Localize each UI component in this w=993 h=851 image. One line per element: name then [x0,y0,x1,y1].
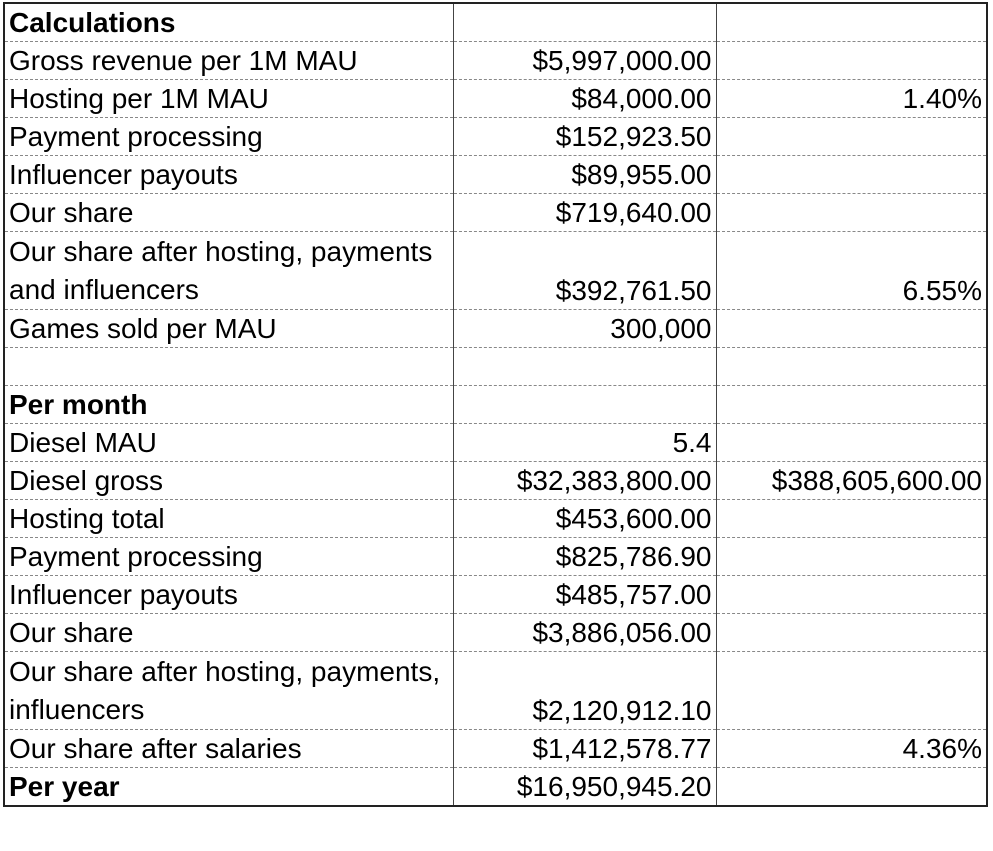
row-value[interactable]: 300,000 [453,310,716,348]
row-extra[interactable] [716,348,987,386]
row-extra[interactable] [716,156,987,194]
row-extra[interactable] [716,194,987,232]
row-extra[interactable]: 4.36% [716,730,987,768]
row-extra[interactable] [716,42,987,80]
row-extra[interactable] [716,768,987,807]
table-row [4,730,987,768]
row-value[interactable] [453,348,716,386]
row-label[interactable]: Payment processing [4,118,453,156]
spreadsheet-table [3,2,988,807]
row-label[interactable]: Influencer payouts [4,156,453,194]
row-extra[interactable] [716,614,987,652]
row-label[interactable]: Payment processing [4,538,453,576]
row-label[interactable]: Influencer payouts [4,576,453,614]
table-row [4,310,987,348]
table-row [4,538,987,576]
table-row [4,500,987,538]
row-value[interactable]: $152,923.50 [453,118,716,156]
row-label[interactable]: Our share after hosting, payments, influencers [4,652,453,730]
row-value[interactable]: $3,886,056.00 [453,614,716,652]
table-row [4,3,987,42]
row-extra[interactable]: 1.40% [716,80,987,118]
row-value[interactable]: $485,757.00 [453,576,716,614]
row-value[interactable]: 5.4 [453,424,716,462]
row-extra[interactable] [716,576,987,614]
table-row [4,118,987,156]
row-label[interactable]: Our share [4,614,453,652]
table-row [4,156,987,194]
row-label[interactable]: Diesel MAU [4,424,453,462]
row-value[interactable] [453,386,716,424]
table-row [4,614,987,652]
row-extra[interactable] [716,3,987,42]
row-extra[interactable] [716,538,987,576]
row-label[interactable] [4,348,453,386]
row-extra[interactable] [716,500,987,538]
row-label[interactable]: Calculations [4,3,453,42]
table-row [4,232,987,310]
row-value[interactable]: $32,383,800.00 [453,462,716,500]
row-extra[interactable] [716,386,987,424]
table-row [4,80,987,118]
row-label[interactable]: Games sold per MAU [4,310,453,348]
row-value[interactable] [453,3,716,42]
row-extra[interactable]: 6.55% [716,232,987,310]
table-row [4,768,987,807]
row-value[interactable]: $5,997,000.00 [453,42,716,80]
row-label[interactable]: Per year [4,768,453,807]
row-value[interactable]: $453,600.00 [453,500,716,538]
table-row [4,652,987,730]
row-value[interactable]: $16,950,945.20 [453,768,716,807]
row-extra[interactable] [716,652,987,730]
row-value[interactable]: $84,000.00 [453,80,716,118]
row-label[interactable]: Our share after salaries [4,730,453,768]
row-value[interactable]: $392,761.50 [453,232,716,310]
table-row [4,42,987,80]
row-extra[interactable] [716,424,987,462]
row-label[interactable]: Our share after hosting, payments and influencers [4,232,453,310]
row-value[interactable]: $2,120,912.10 [453,652,716,730]
table-row [4,576,987,614]
table-row [4,386,987,424]
row-value[interactable]: $719,640.00 [453,194,716,232]
table-row [4,424,987,462]
row-label[interactable]: Hosting total [4,500,453,538]
row-value[interactable]: $1,412,578.77 [453,730,716,768]
table-row [4,348,987,386]
row-label[interactable]: Diesel gross [4,462,453,500]
row-label[interactable]: Hosting per 1M MAU [4,80,453,118]
spreadsheet-body [4,3,987,806]
table-row [4,194,987,232]
row-label[interactable]: Per month [4,386,453,424]
row-extra[interactable]: $388,605,600.00 [716,462,987,500]
row-extra[interactable] [716,118,987,156]
row-value[interactable]: $89,955.00 [453,156,716,194]
table-row [4,462,987,500]
row-extra[interactable] [716,310,987,348]
row-label[interactable]: Gross revenue per 1M MAU [4,42,453,80]
row-value[interactable]: $825,786.90 [453,538,716,576]
row-label[interactable]: Our share [4,194,453,232]
